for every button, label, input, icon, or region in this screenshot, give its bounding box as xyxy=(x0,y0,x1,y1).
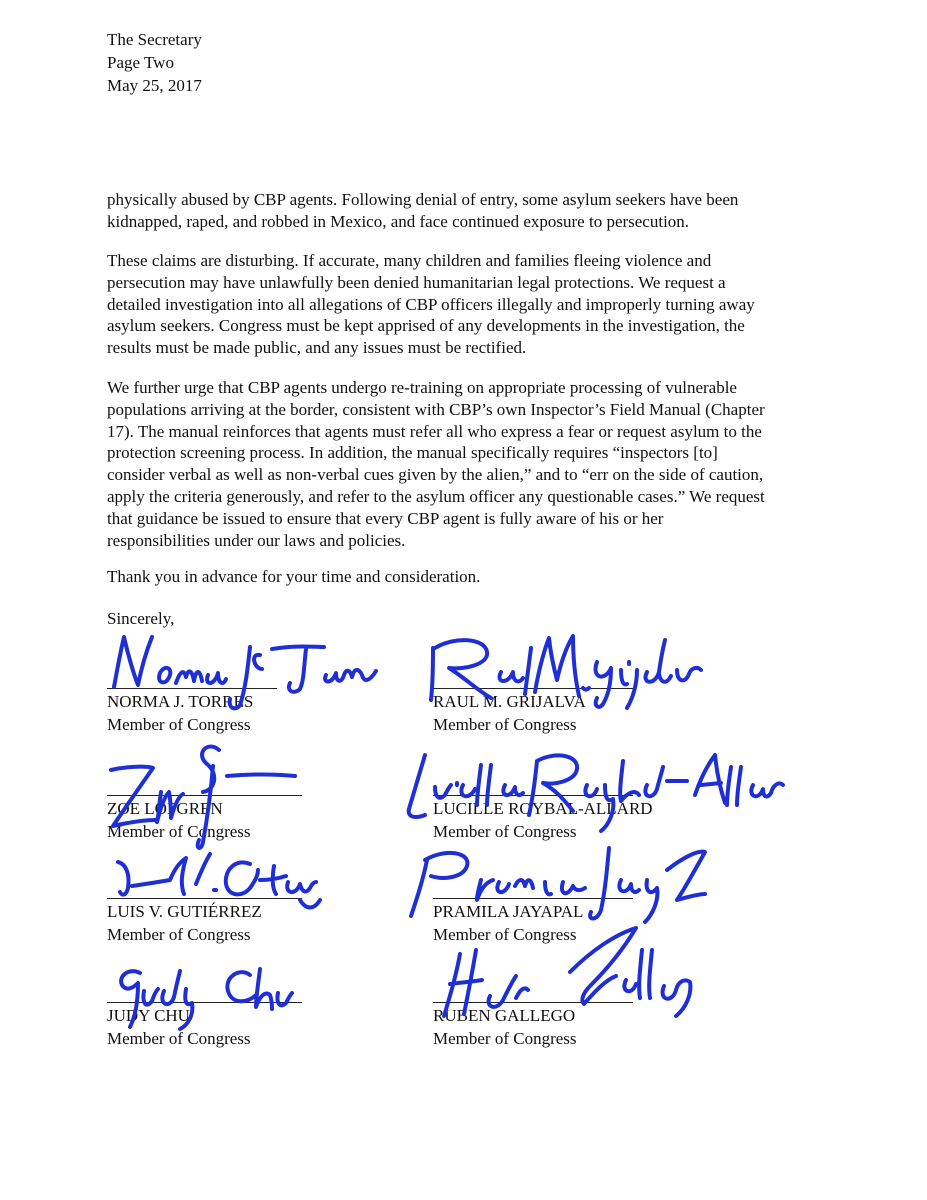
text-line: apply the criteria generously, and refer to the asylum officer any questionable cases.” We request xyxy=(107,486,765,506)
signer-title: Member of Congress xyxy=(433,822,577,841)
text-line: Thank you in advance for your time and consideration. xyxy=(107,567,481,586)
signature-chu xyxy=(100,955,300,1035)
text-line: kidnapped, raped, and robbed in Mexico, and face continued exposure to persecution. xyxy=(107,211,690,231)
signature-roybal-allard xyxy=(395,735,795,835)
signer-name: ZOE LOFGREN xyxy=(107,799,223,818)
signer-name: RAUL M. GRIJALVA xyxy=(433,692,586,711)
paragraph-investigation-request xyxy=(107,250,827,359)
signer-name: LUIS V. GUTIÉRREZ xyxy=(107,902,262,921)
signer-name: NORMA J. TORRES xyxy=(107,692,254,711)
signer-name: JUDY CHU xyxy=(107,1006,190,1025)
signer-name: PRAMILA JAYAPAL xyxy=(433,902,584,921)
closing-salutation: Sincerely, xyxy=(107,609,175,628)
text-line: asylum seekers. Congress must be kept apprised of any developments in the investigation, the xyxy=(107,316,745,336)
text-line: responsibilities under our laws and policies. xyxy=(107,530,406,550)
text-line: physically abused by CBP agents. Following denial of entry, some asylum seekers have been xyxy=(107,190,739,209)
text-line: consider verbal as well as non-verbal cues given by the alien,” and to “err on the side of caution, xyxy=(107,465,764,485)
signer-title: Member of Congress xyxy=(107,822,251,841)
text-line: We further urge that CBP agents undergo re-training on appropriate processing of vulnerable xyxy=(107,378,737,397)
signer-title: Member of Congress xyxy=(433,925,577,944)
text-line: persecution may have unlawfully been denied humanitarian legal protections. We request a xyxy=(107,272,726,292)
page-number-line: Page Two xyxy=(107,53,174,72)
signer-title: Member of Congress xyxy=(433,1029,577,1048)
signer-name: RUBEN GALLEGO xyxy=(433,1006,576,1025)
text-line: results must be made public, and any issues must be rectified. xyxy=(107,338,527,358)
text-line: detailed investigation into all allegations of CBP officers illegally and improperly turning away xyxy=(107,294,755,314)
signer-title: Member of Congress xyxy=(107,1029,251,1048)
text-line: that guidance be issued to ensure that every CBP agent is fully aware of his or her xyxy=(107,508,664,528)
letter-header xyxy=(107,28,202,97)
paragraph-abuse-claims xyxy=(107,189,827,233)
signer-title: Member of Congress xyxy=(107,715,251,734)
signer-name: LUCILLE ROYBAL-ALLARD xyxy=(433,799,653,818)
recipient-line: The Secretary xyxy=(107,30,202,49)
signature-gallego xyxy=(420,920,710,1030)
signer-title: Member of Congress xyxy=(433,715,577,734)
signature-jayapal xyxy=(395,830,715,930)
paragraph-thanks xyxy=(107,566,827,588)
signature-torres xyxy=(100,625,390,715)
paragraph-retraining-request xyxy=(107,377,827,551)
text-line: 17). The manual reinforces that agents must refer all who express a fear or request asylum to the xyxy=(107,421,762,441)
signer-title: Member of Congress xyxy=(107,925,251,944)
text-line: protection screening process. In addition, the manual specifically requires “inspectors [to] xyxy=(107,443,718,463)
text-line: populations arriving at the border, consistent with CBP’s own Inspector’s Field Manual (Chapter xyxy=(107,399,765,419)
letter-date: May 25, 2017 xyxy=(107,76,202,95)
text-line: These claims are disturbing. If accurate, many children and families fleeing violence and xyxy=(107,251,712,270)
signature-grijalva xyxy=(415,618,715,718)
signature-gutierrez xyxy=(100,840,330,920)
